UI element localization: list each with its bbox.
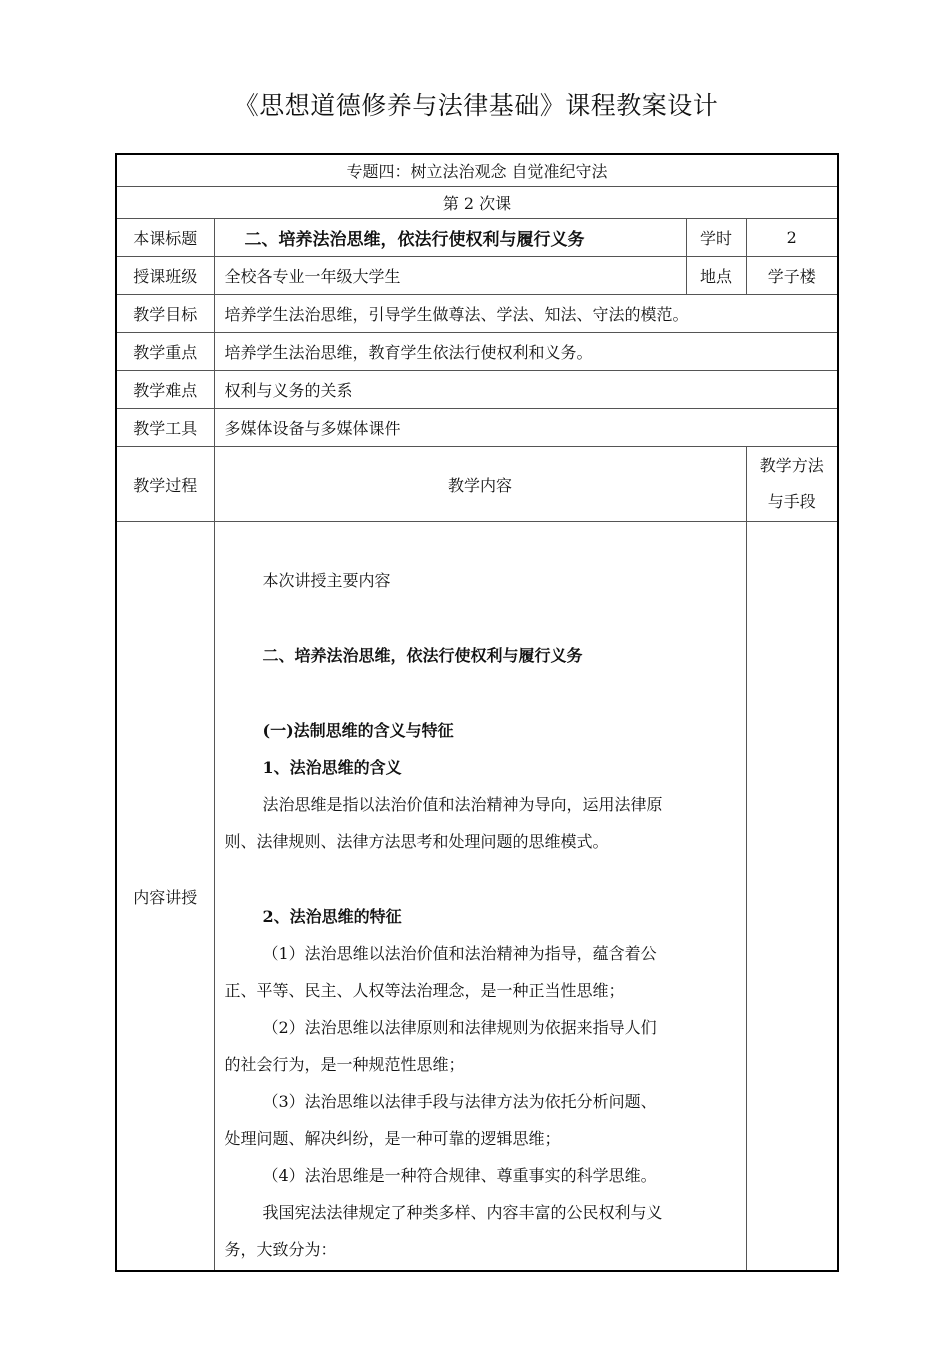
section-heading: (一)法制思维的含义与特征 [262, 721, 454, 740]
lecture-label: 内容讲授 [116, 522, 214, 1272]
feature-line: （2）法治思维以法律原则和法律规则为依据来指导人们 [262, 1018, 657, 1037]
hours-label: 学时 [686, 219, 746, 257]
difficulty-label: 教学难点 [116, 371, 214, 409]
goal-value: 培养学生法治思维，引导学生做尊法、学法、知法、守法的模范。 [214, 295, 838, 333]
hours-value: 2 [746, 219, 838, 257]
lecture-heading: 二、培养法治思维，依法行使权利与履行义务 [262, 646, 583, 665]
feature-line: 正、平等、民主、人权等法治理念，是一种正当性思维； [224, 981, 625, 1000]
feature-line: （1）法治思维以法治价值和法治精神为指导，蕴含着公 [262, 944, 657, 963]
content-header: 教学内容 [214, 447, 746, 522]
location-label: 地点 [686, 257, 746, 295]
method-cell-empty [746, 522, 838, 1272]
lecture-content [214, 522, 746, 1272]
feature-line: （4）法治思维是一种符合规律、尊重事实的科学思维。 [262, 1166, 657, 1185]
method-header-line2: 与手段 [767, 492, 816, 511]
closing-line: 我国宪法法律规定了种类多样、内容丰富的公民权利与义 [262, 1203, 663, 1222]
class-label: 授课班级 [116, 257, 214, 295]
intro-text: 本次讲授主要内容 [262, 571, 391, 590]
lesson-plan-table [115, 153, 839, 1272]
subheading-meaning: 1、法治思维的含义 [262, 758, 402, 777]
definition-line: 则、法律规则、法律方法思考和处理问题的思维模式。 [224, 832, 609, 851]
tools-label: 教学工具 [116, 409, 214, 447]
focus-value: 培养学生法治思维，教育学生依法行使权利和义务。 [214, 333, 838, 371]
tools-value: 多媒体设备与多媒体课件 [214, 409, 838, 447]
document-title: 《思想道德修养与法律基础》课程教案设计 [233, 91, 719, 120]
lesson-title-label: 本课标题 [116, 219, 214, 257]
focus-label: 教学重点 [116, 333, 214, 371]
feature-line: 处理问题、解决纠纷，是一种可靠的逻辑思维； [224, 1129, 561, 1148]
process-header: 教学过程 [116, 447, 214, 522]
difficulty-value: 权利与义务的关系 [214, 371, 838, 409]
feature-line: 的社会行为，是一种规范性思维； [224, 1055, 465, 1074]
session-cell: 第 2 次课 [116, 187, 838, 219]
topic-cell: 专题四：树立法治观念 自觉准纪守法 [116, 154, 838, 187]
method-header-line1: 教学方法 [759, 456, 824, 475]
definition-line: 法治思维是指以法治价值和法治精神为导向，运用法律原 [262, 795, 663, 814]
closing-line: 务，大致分为： [224, 1240, 337, 1259]
location-value: 学子楼 [746, 257, 838, 295]
lesson-title-value: 二、培养法治思维，依法行使权利与履行义务 [214, 219, 686, 257]
feature-line: （3）法治思维以法律手段与法律方法为依托分析问题、 [262, 1092, 657, 1111]
method-header [746, 447, 838, 522]
goal-label: 教学目标 [116, 295, 214, 333]
subheading-features: 2、法治思维的特征 [262, 907, 402, 926]
class-value: 全校各专业一年级大学生 [214, 257, 686, 295]
